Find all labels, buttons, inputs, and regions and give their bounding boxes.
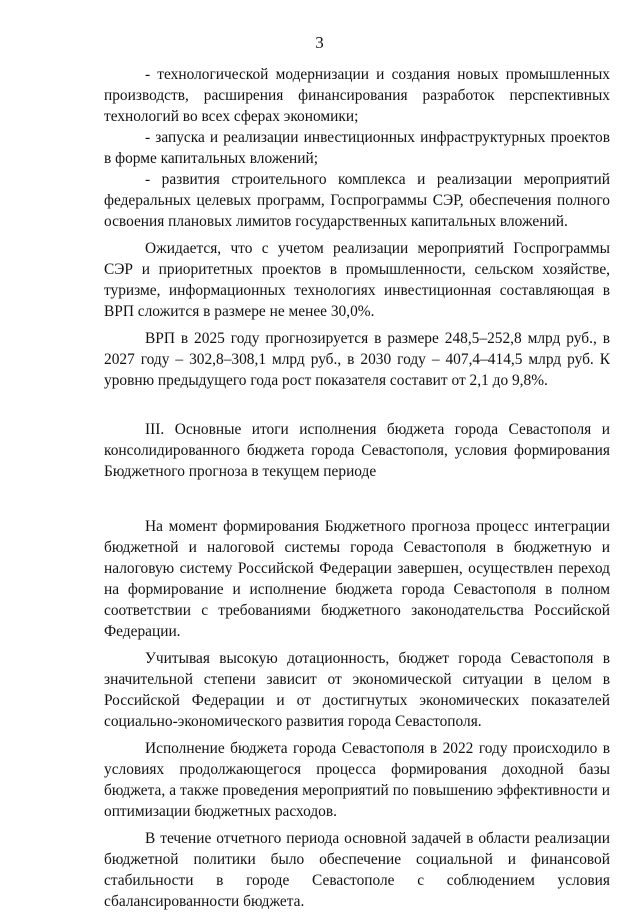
paragraph-investment-share: Ожидается, что с учетом реализации мероприятий Госпрограммы СЭР и приоритетных проектов в промышленности, сельском хозяйстве, туризме, информационных технологиях инвестиционная составляющая в ВРП сложится в размере не менее 30,0%.	[104, 240, 610, 320]
page-number: 3	[315, 33, 324, 52]
document-body	[104, 64, 610, 912]
paragraph-budget-policy-task: В течение отчетного периода основной задачей в области реализации бюджетной политики было обеспечение социальной и финансовой стабильности в городе Севастополе с соблюдением условия сбалансированности бюджета.	[104, 830, 610, 910]
paragraph-budget-execution-2022: Исполнение бюджета города Севастополя в 2022 году происходило в условиях продолжающегося процесса формирования доходной базы бюджета, а также проведения мероприятий по повышению эффективности и оптимизации бюджетных расходов.	[104, 740, 610, 820]
list-item-technological-modernization: - технологической модернизации и создания новых промышленных производств, расширения финансирования разработок перспективных технологий во всех сферах экономики;	[104, 66, 610, 125]
paragraph-grp-forecast: ВРП в 2025 году прогнозируется в размере 248,5–252,8 млрд руб., в 2027 году – 302,8–308,1 млрд руб., в 2030 году – 407,4–414,5 млрд руб. К уровню предыдущего года рост показателя составит от 2,1 до 9,8%.	[104, 330, 610, 389]
list-item-investment-projects: - запуска и реализации инвестиционных инфраструктурных проектов в форме капитальных вложений;	[104, 129, 610, 167]
paragraph-subsidy-dependence: Учитывая высокую дотационность, бюджет города Севастополя в значительной степени зависит от экономической ситуации в целом в Российской Федерации и от достигнутых экономических показателей социально-экономического развития города Севастополя.	[104, 650, 610, 730]
list-item-construction-complex: - развития строительного комплекса и реализации мероприятий федеральных целевых программ, Госпрограммы СЭР, обеспечения полного освоения плановых лимитов государственных капитальных вложений.	[104, 171, 610, 230]
section-heading: III. Основные итоги исполнения бюджета города Севастополя и консолидированного бюджета города Севастополя, условия формирования Бюджетного прогноза в текущем периоде	[104, 421, 610, 480]
paragraph-budget-integration: На момент формирования Бюджетного прогноза процесс интеграции бюджетной и налоговой системы города Севастополя в бюджетную и налоговую систему Российской Федерации завершен, осуществлен переход на формирование и исполнение бюджета города Севастополя в полном соответствии с требованиями бюджетного законодательства Российской Федерации.	[104, 518, 610, 640]
